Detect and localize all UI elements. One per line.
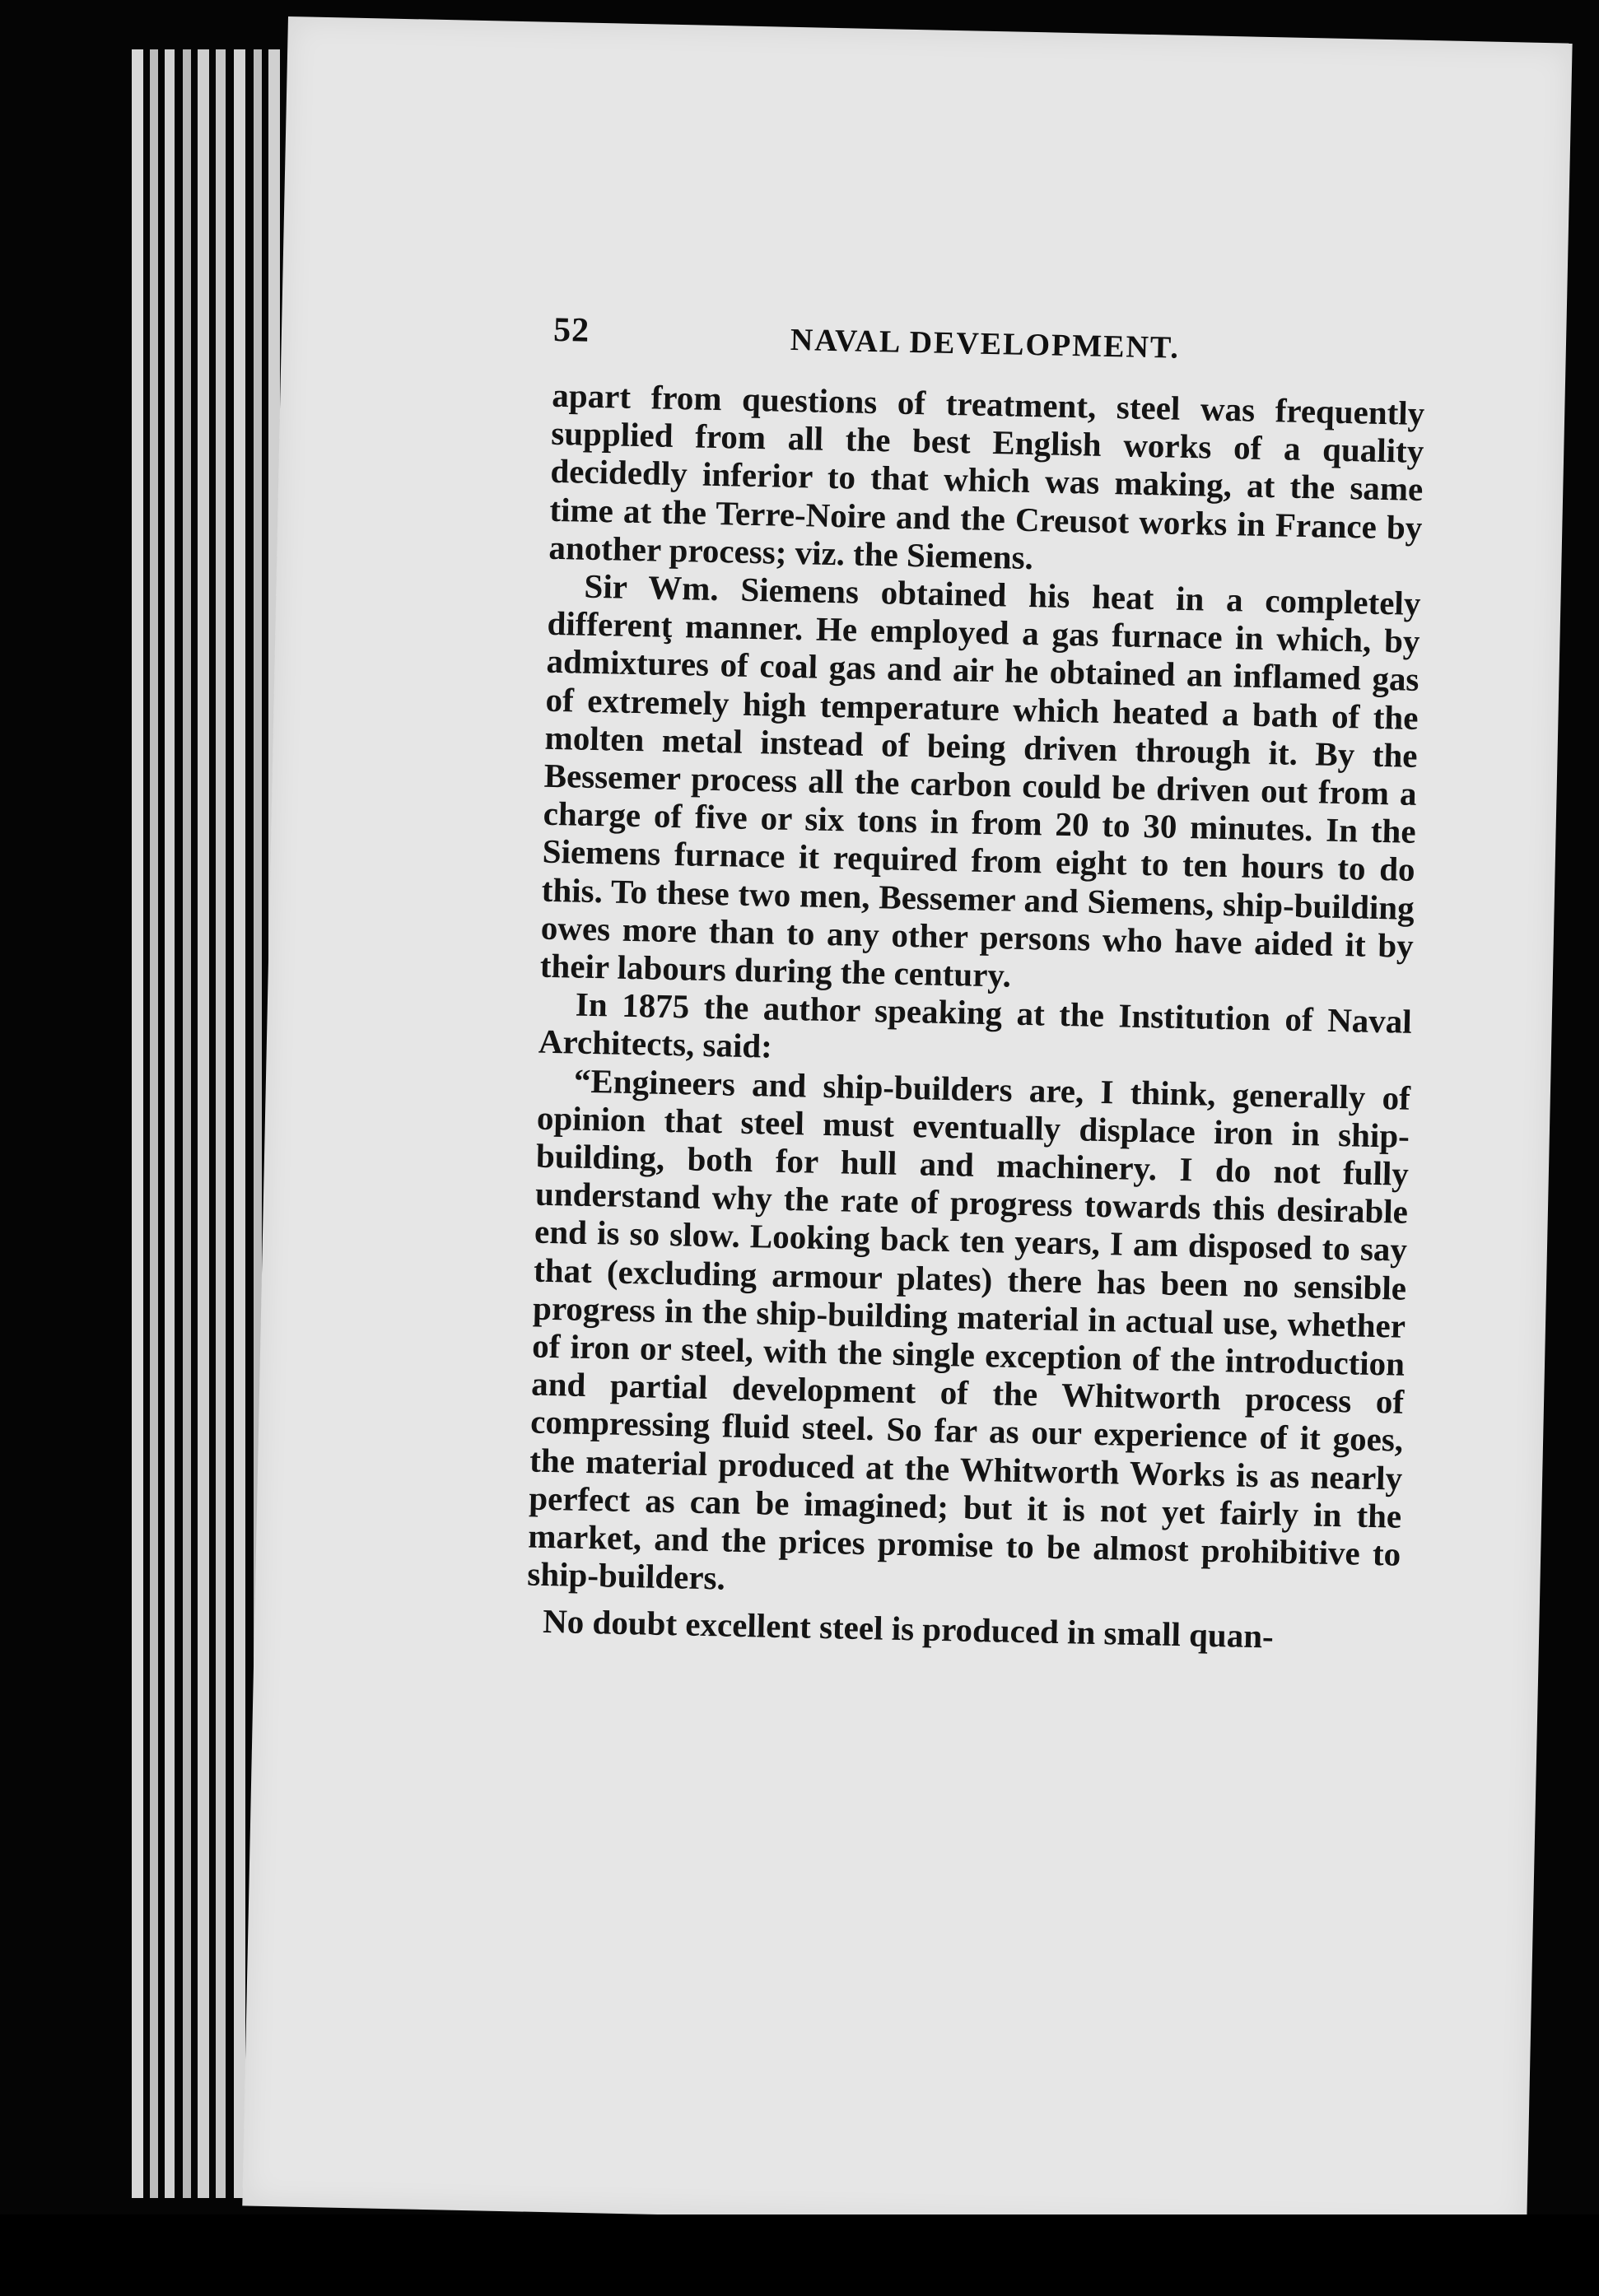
scan-border <box>0 2214 1599 2296</box>
page-edge <box>234 49 245 2198</box>
page-edge <box>132 49 143 2198</box>
page-body <box>526 376 1425 1658</box>
page-edge <box>150 49 158 2198</box>
paragraph: Sir Wm. Siemens obtained his heat in a completely differenţ manner. He employed a gas furnace in which, by admixtures of coal gas and air he obtained an inflamed gas of extremely high temperature which heated a bath of the molten metal instead of being driven through it. By the Bessemer process all the carbon could be driven out from a charge of five or six tons in from 20 to 30 minutes. In the Siemens furnace it required from eight to ten hours to do this. To these two men, Bessemer and Siemens, ship-building owes more than to any other persons who have aided it by their labours during the century. <box>539 566 1421 994</box>
book-page <box>242 16 1572 2233</box>
page-edge <box>165 49 175 2198</box>
quoted-paragraph: “Engineers and ship-builders are, I think, generally of opinion that steel must eventually displace iron in ship-building, both for hull and machinery. I do not fully understand why the rate of progress towards this desirable end is so slow. Looking back ten years, I am disposed to say that (excluding armour plates) there has been no sensible progress in the ship-building material in actual use, whether of iron or steel, with the single exception of the introduction and partial development of the Whitworth process of compressing fluid steel. So far as our experience of it goes, the material produced at the Whitworth Works is as nearly perfect as can be imagined; but it is not yet fairly in the market, and the prices promise to be almost prohibitive to ship-builders. <box>526 1061 1411 1597</box>
paragraph: apart from questions of treatment, steel was frequently supplied from all the best English works of a quality decidedly inferior to that which was making, at the same time at the Terre-Noire and the Creusot works in France by another process; viz. the Siemens. <box>548 375 1425 576</box>
page-number: 52 <box>552 310 590 350</box>
page-header <box>552 310 1485 366</box>
page-edge <box>198 49 209 2198</box>
running-head: NAVAL DEVELOPMENT. <box>790 322 1181 366</box>
page-edge <box>216 49 226 2198</box>
page-edge <box>183 49 191 2198</box>
paragraph: In 1875 the author speaking at the Institution of Naval Architects, said: <box>538 985 1413 1066</box>
paragraph: No doubt excellent steel is produced in small quan- <box>542 1601 1275 1655</box>
